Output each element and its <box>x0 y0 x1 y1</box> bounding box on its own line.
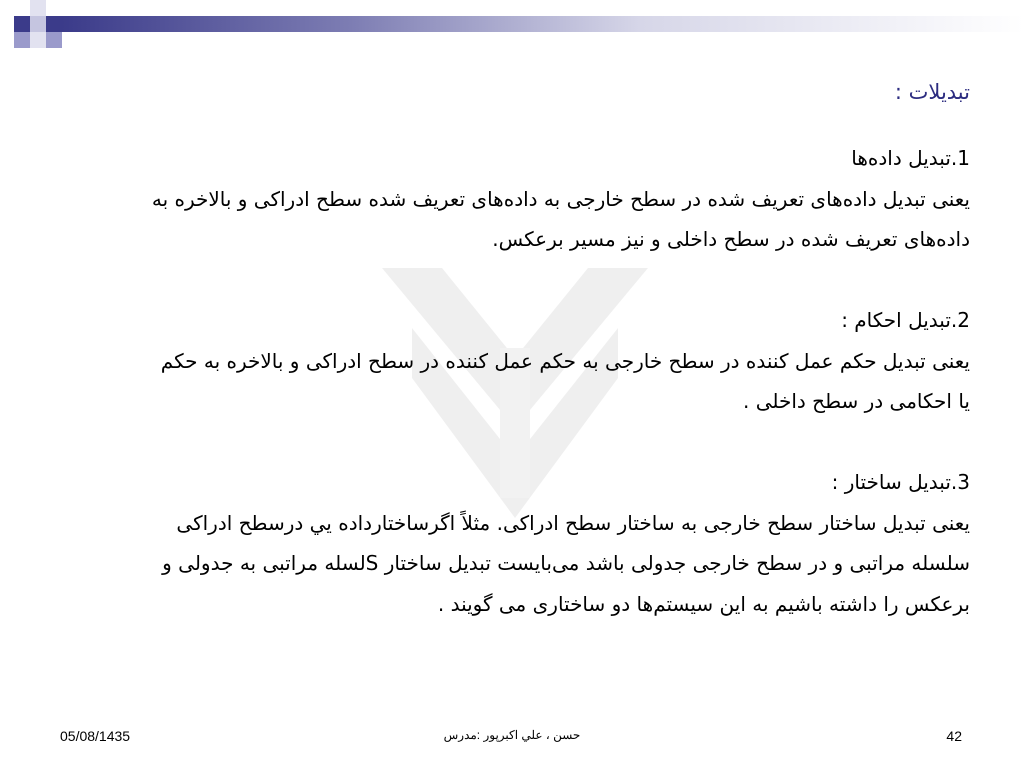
section-heading: 2.تبدیل احکام : <box>841 308 970 332</box>
section-line: یعنی تبدیل داده‌های تعریف شده در سطح خارجی به داده‌های تعریف شده سطح ادراکی و بالاخره به <box>151 186 970 211</box>
header-square <box>14 32 30 48</box>
header-decoration <box>0 0 1024 62</box>
slide-title: تبدیلات : <box>894 80 970 104</box>
footer-date: 05/08/1435 <box>60 728 131 744</box>
header-gradient-bar <box>62 16 1024 32</box>
header-square <box>30 16 46 32</box>
section-line: یعنی تبدیل حکم عمل کننده در سطح خارجی به حکم عمل کننده در سطح ادراکی و بالاخره به حکم <box>160 348 970 373</box>
header-square <box>46 16 62 32</box>
footer-author: حسن ، علي اکبرپور :مدرس <box>443 728 581 742</box>
header-square <box>30 0 46 16</box>
slide-body <box>44 138 970 624</box>
section-line: یعنی تبدیل ساختار سطح خارجی به ساختار سطح ادراکی. مثلاً اگرساختارداده يي درسطح ادراکی <box>176 510 970 535</box>
section-line: سلسله مراتبی و در سطح خارجی جدولی باشد می‌بایست تبدیل ساختار Sلسله مراتبی به جدولی و <box>162 551 970 575</box>
section-heading: 1.تبدیل داده‌ها <box>851 146 970 170</box>
section-heading: 3.تبدیل ساختار : <box>831 470 970 494</box>
section-line: برعکس را داشته باشیم به این سیستم‌ها دو ساختاری می گویند . <box>437 591 970 616</box>
header-square <box>14 16 30 32</box>
header-square <box>30 32 46 48</box>
section-line: داده‌های تعریف شده در سطح داخلی و نیز مسیر برعکس. <box>492 227 970 251</box>
page-number: 42 <box>946 728 962 744</box>
section-line: یا احکامی در سطح داخلی . <box>742 389 970 413</box>
header-square <box>46 32 62 48</box>
